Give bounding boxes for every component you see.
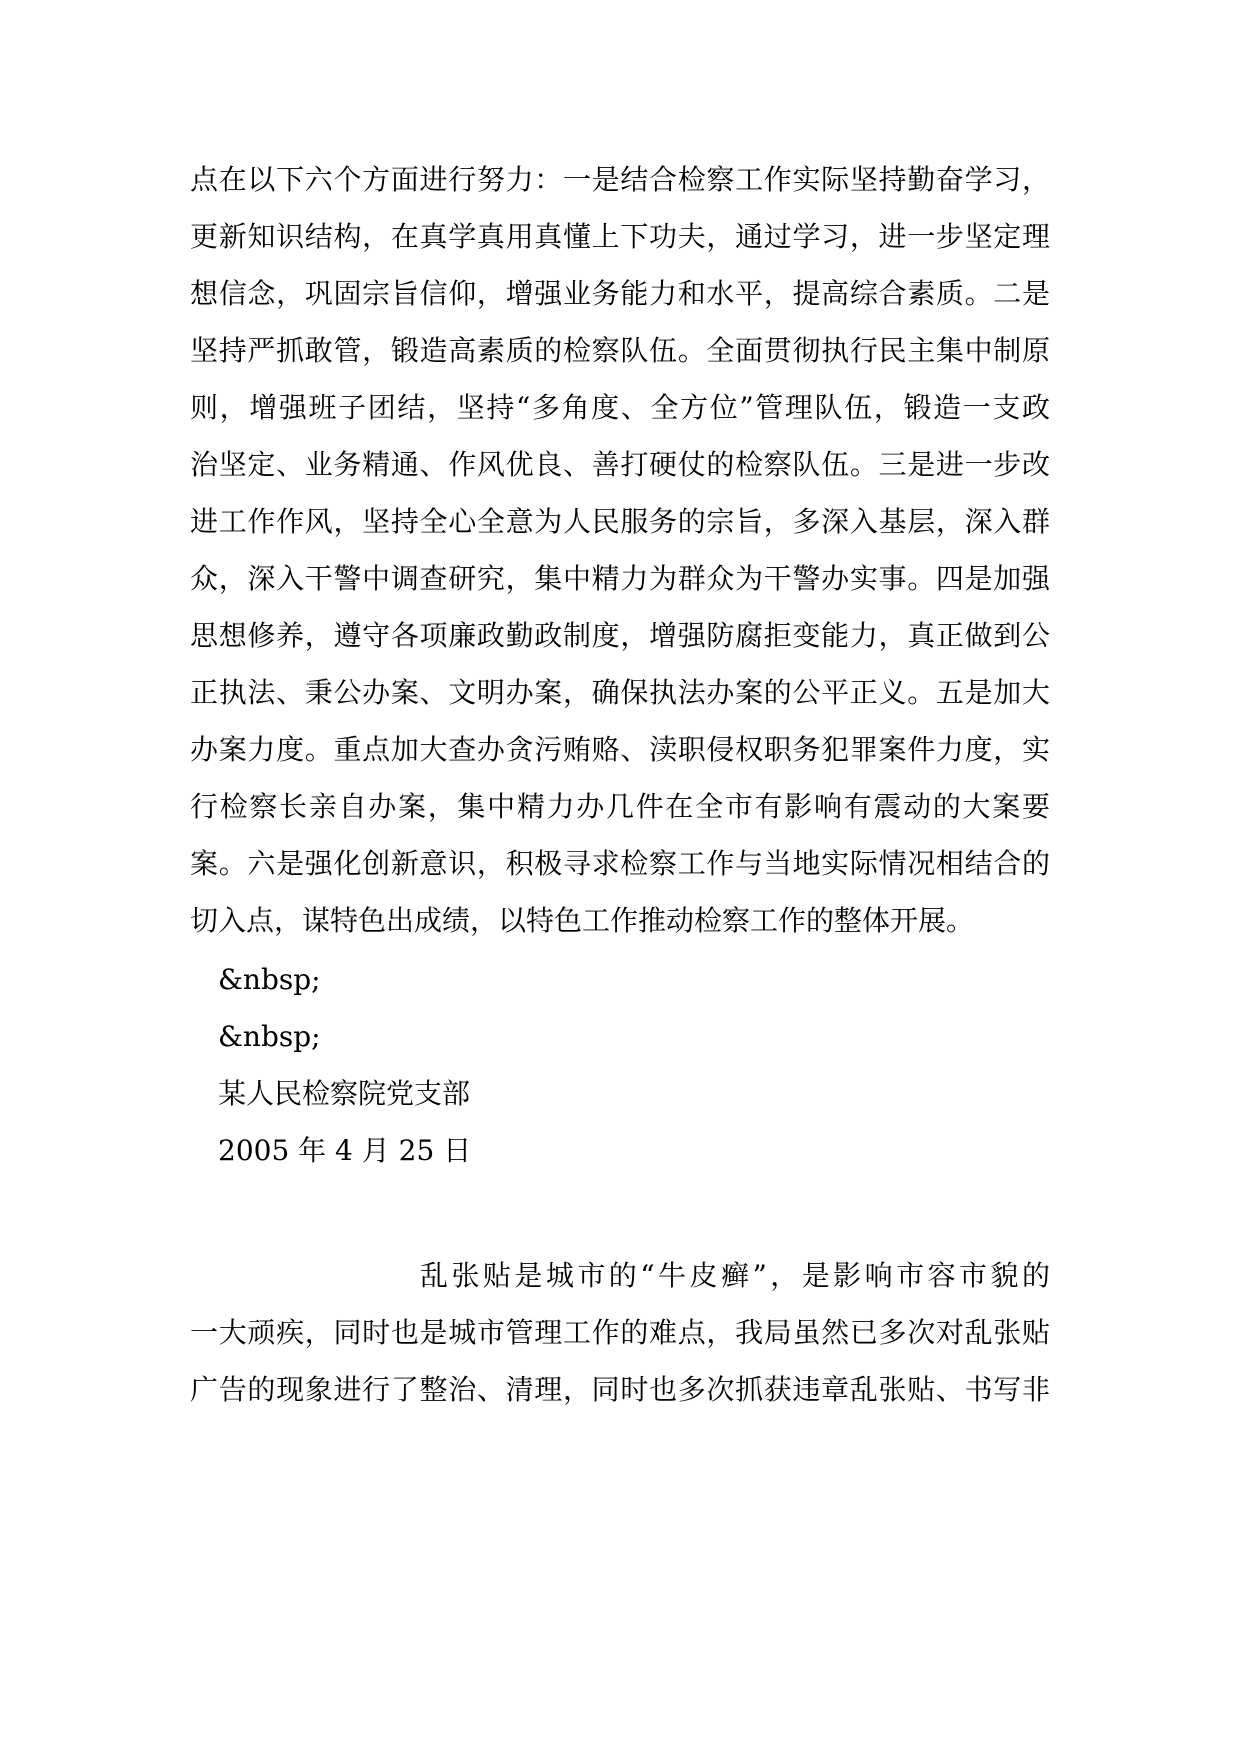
paragraph-1-line: 正执法、秉公办案、文明办案，确保执法办案的公平正义。五是加大 <box>190 676 1050 709</box>
paragraph-1-line: 更新知识结构，在真学真用真懂上下功夫，通过学习，进一步坚定理 <box>190 220 1050 253</box>
paragraph-1-line: 点在以下六个方面进行努力：一是结合检察工作实际坚持勤奋学习， <box>190 163 1050 196</box>
paragraph-1-line: 思想修养，遵守各项廉政勤政制度，增强防腐拒变能力，真正做到公 <box>190 619 1050 652</box>
paragraph-1-line: 众，深入干警中调查研究，集中精力为群众为干警办实事。四是加强 <box>190 562 1050 595</box>
paragraph-2-line: 广告的现象进行了整治、清理，同时也多次抓获违章乱张贴、书写非 <box>190 1373 1050 1406</box>
spacer-text: &nbsp; <box>218 963 321 996</box>
signature-date: 2005 年 4 月 25 日 <box>218 1134 472 1167</box>
signature-organization: 某人民检察院党支部 <box>218 1077 471 1110</box>
paragraph-2-line: 乱张贴是城市的“牛皮癣”，是影响市容市貌的 <box>420 1259 1050 1292</box>
paragraph-1-line: 案。六是强化创新意识，积极寻求检察工作与当地实际情况相结合的 <box>190 847 1050 880</box>
paragraph-1-line: 则，增强班子团结，坚持“多角度、全方位”管理队伍，锻造一支政 <box>190 391 1050 424</box>
spacer-text: &nbsp; <box>218 1020 321 1053</box>
paragraph-1-line: 行检察长亲自办案，集中精力办几件在全市有影响有震动的大案要 <box>190 790 1050 823</box>
paragraph-1-line: 想信念，巩固宗旨信仰，增强业务能力和水平，提高综合素质。二是 <box>190 277 1050 310</box>
paragraph-1-line: 进工作作风，坚持全心全意为人民服务的宗旨，多深入基层，深入群 <box>190 505 1050 538</box>
paragraph-1-line: 治坚定、业务精通、作风优良、善打硬仗的检察队伍。三是进一步改 <box>190 448 1050 481</box>
paragraph-1-line: 办案力度。重点加大查办贪污贿赂、渎职侵权职务犯罪案件力度，实 <box>190 733 1050 766</box>
paragraph-2-line: 一大顽疾，同时也是城市管理工作的难点，我局虽然已多次对乱张贴 <box>190 1316 1050 1349</box>
paragraph-1-line: 切入点，谋特色出成绩，以特色工作推动检察工作的整体开展。 <box>190 904 975 937</box>
paragraph-1-line: 坚持严抓敢管，锻造高素质的检察队伍。全面贯彻执行民主集中制原 <box>190 334 1050 367</box>
